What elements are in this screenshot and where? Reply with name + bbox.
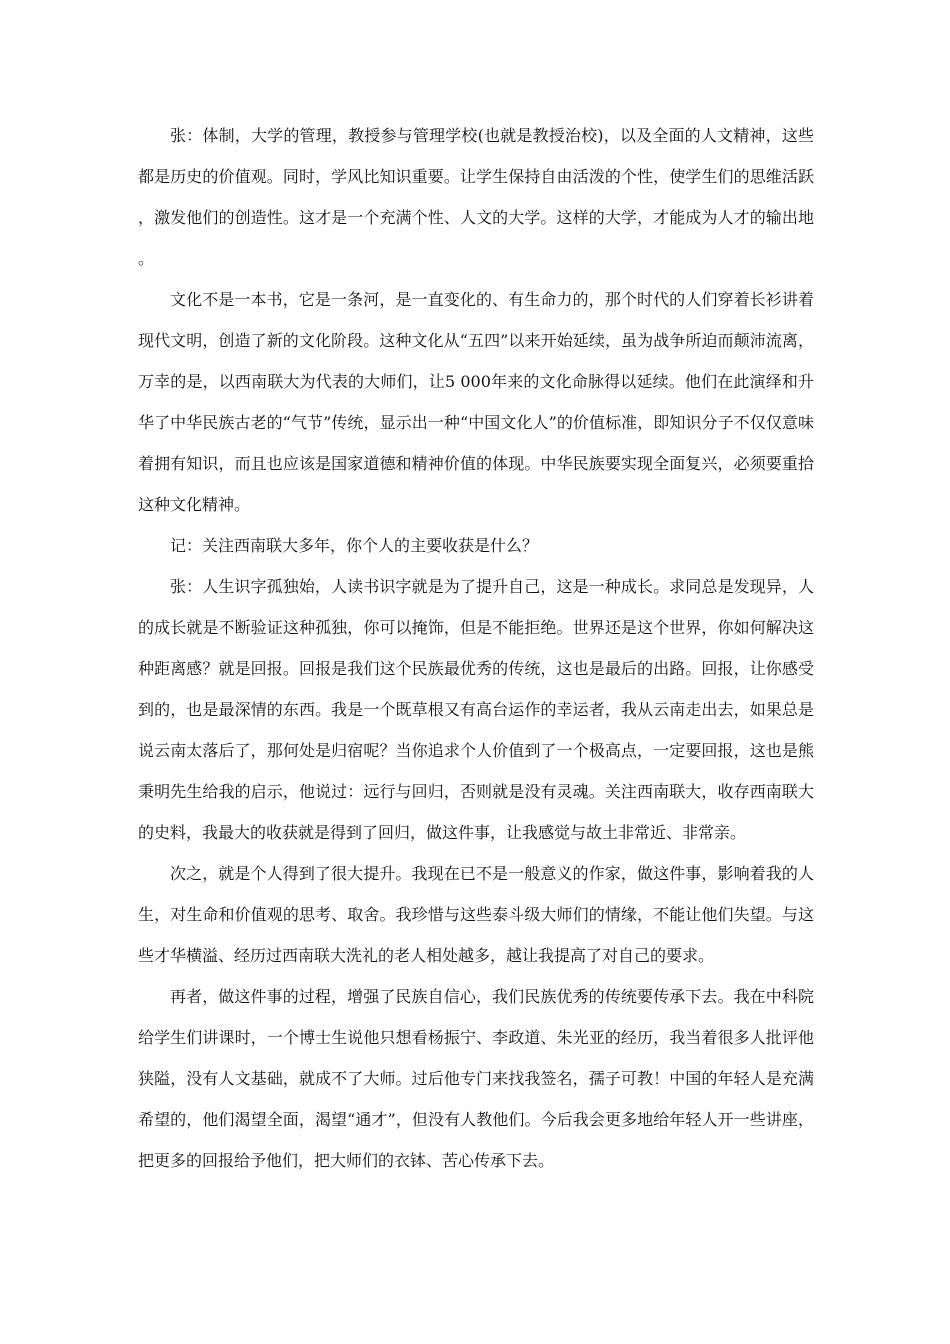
- document-page: [138, 115, 814, 1181]
- paragraph-3: 记：关注西南联大多年，你个人的主要收获是什么？: [170, 536, 539, 555]
- paragraph-2: 文化不是一本书，它是一条河，是一直变化的、有生命力的，那个时代的人们穿着长衫讲着现代文明，创造了新的文化阶段。这种文化从“五四”以来开始延续，虽为战争所迫而颠沛流离，万幸的是，以西南联大为代表的大师们，让5 000年来的文化命脉得以延续。他们在此演绎和升华了中华民族古老的“气节”传统，显示出一种“中国文化人”的价值标准，即知识分子不仅仅意味着拥有知识，而且也应该是国家道德和精神价值的体现。中华民族要实现全面复兴，必须要重拾这种文化精神。: [138, 290, 814, 514]
- paragraph-1: 张：体制，大学的管理，教授参与管理学校(也就是教授治校)，以及全面的人文精神，这些都是历史的价值观。同时，学风比知识重要。让学生保持自由活泼的个性，使学生们的思维活跃，激发他们的创造性。这才是一个充满个性、人文的大学。这样的大学，才能成为人才的输出地。: [138, 126, 814, 268]
- paragraph-4: 张：人生识字孤独始，人读书识字就是为了提升自己，这是一种成长。求同总是发现异，人的成长就是不断验证这种孤独，你可以掩饰，但是不能拒绝。世界还是这个世界，你如何解决这种距离感？就是回报。回报是我们这个民族最优秀的传统，这也是最后的出路。回报，让你感受到的，也是最深情的东西。我是一个既草根又有高台运作的幸运者，我从云南走出去，如果总是说云南太落后了，那何处是归宿呢？当你追求个人价值到了一个极高点，一定要回报，这也是熊秉明先生给我的启示，他说过：远行与回归，否则就是没有灵魂。关注西南联大，收存西南联大的史料，我最大的收获就是得到了回归，做这件事，让我感觉与故土非常近、非常亲。: [138, 577, 814, 842]
- paragraph-6: 再者，做这件事的过程，增强了民族自信心，我们民族优秀的传统要传承下去。我在中科院给学生们讲课时，一个博士生说他只想看杨振宁、李政道、朱光亚的经历，我当着很多人批评他狭隘，没有人文基础，就成不了大师。过后他专门来找我签名，孺子可教！中国的年轻人是充满希望的，他们渴望全面，渴望“通才”，但没有人教他们。今后我会更多地给年轻人开一些讲座，把更多的回报给予他们，把大师们的衣钵、苦心传承下去。: [138, 987, 814, 1170]
- paragraph-5: 次之，就是个人得到了很大提升。我现在已不是一般意义的作家，做这件事，影响着我的人生，对生命和价值观的思考、取舍。我珍惜与这些泰斗级大师们的情缘，不能让他们失望。与这些才华横溢、经历过西南联大洗礼的老人相处越多，越让我提高了对自己的要求。: [138, 864, 814, 965]
